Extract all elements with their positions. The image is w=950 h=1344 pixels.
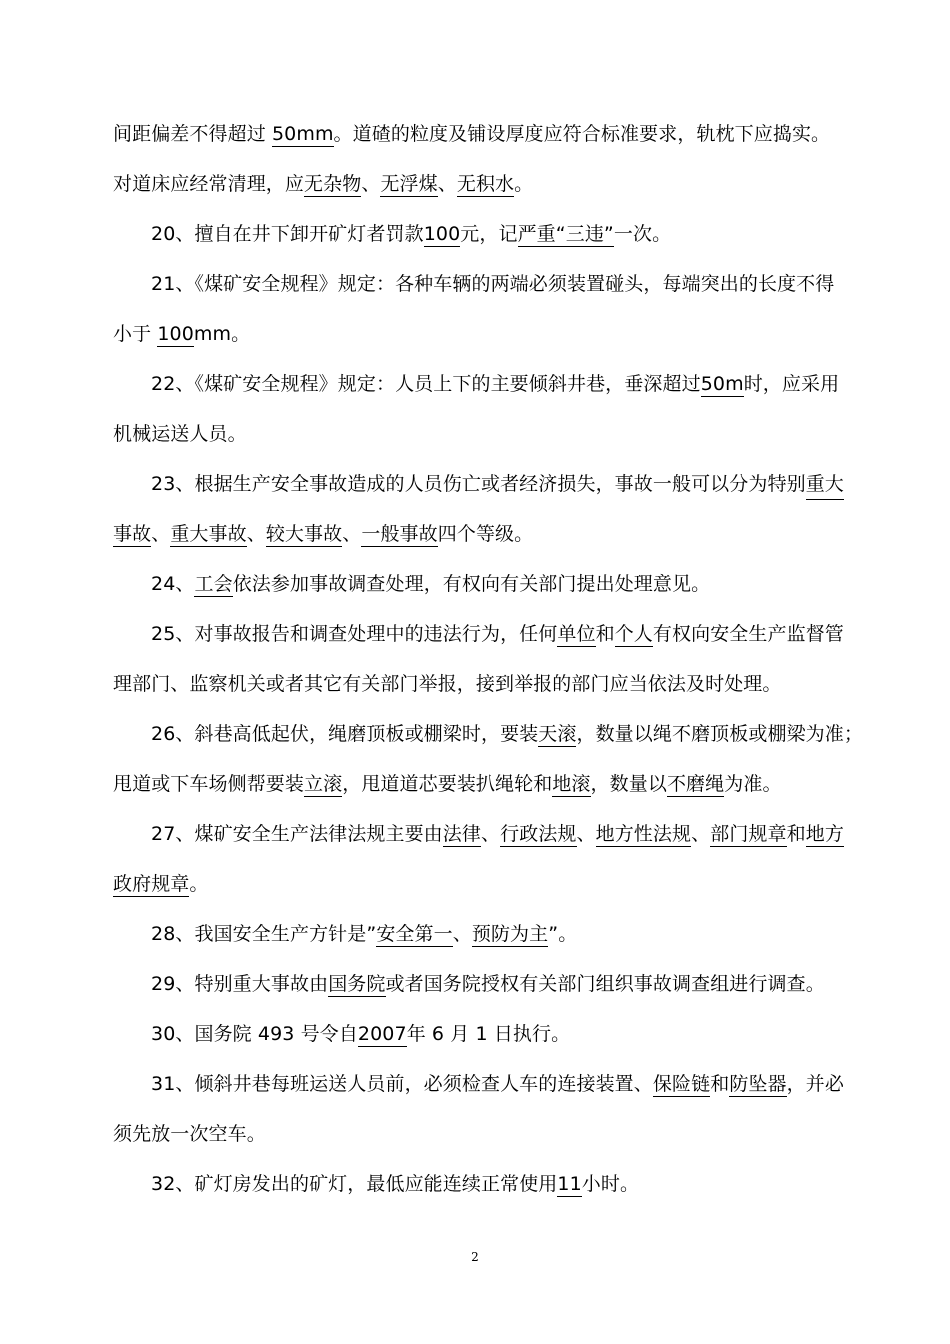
answer-blank: 天滚 xyxy=(538,723,577,745)
question-21: 21、《煤矿安全规程》规定：各种车辆的两端必须装置碰头，每端突出的长度不得 xyxy=(151,273,835,295)
paragraph-line: 对道床应经常清理，应无杂物、无浮煤、无积水。 xyxy=(113,173,534,195)
answer-blank: 无浮煤 xyxy=(380,173,438,195)
answer-blank: 不磨绳 xyxy=(666,773,725,795)
answer-blank: 地方 xyxy=(805,823,844,845)
answer-blank: 事故 xyxy=(113,523,152,545)
answer-blank: 地滚 xyxy=(552,773,591,795)
paragraph-line: 政府规章。 xyxy=(113,873,209,895)
question-27: 27、煤矿安全生产法律法规主要由法律、行政法规、地方性法规、部门规章和地方 xyxy=(151,823,844,845)
question-32: 32、矿灯房发出的矿灯，最低应能连续正常使用11小时。 xyxy=(151,1173,640,1195)
paragraph-line: 须先放一次空车。 xyxy=(113,1123,266,1145)
answer-blank: 保险链 xyxy=(652,1073,711,1095)
answer-blank: 法律 xyxy=(442,823,481,845)
answer-blank: 防坠器 xyxy=(729,1073,787,1095)
paragraph-line: 机械运送人员。 xyxy=(113,423,247,445)
paragraph-line: 小于 100mm。 xyxy=(113,323,251,345)
question-26: 26、斜巷高低起伏，绳磨顶板或棚梁时，要装天滚，数量以绳不磨顶板或棚梁为准； xyxy=(151,723,863,745)
paragraph-line: 理部门、监察机关或者其它有关部门举报，接到举报的部门应当依法及时处理。 xyxy=(113,673,782,695)
answer-blank: 个人 xyxy=(614,623,653,645)
answer-blank: 严重“三违” xyxy=(517,223,614,245)
answer-blank: 一般事故 xyxy=(361,523,438,545)
answer-blank: 100 xyxy=(423,223,461,245)
answer-blank: 较大事故 xyxy=(265,523,343,545)
answer-blank: 部门规章 xyxy=(710,823,787,845)
question-29: 29、特别重大事故由国务院或者国务院授权有关部门组织事故调查组进行调查。 xyxy=(151,973,825,995)
paragraph-line: 甩道或下车场侧帮要装立滚，甩道道芯要装扒绳轮和地滚，数量以不磨绳为准。 xyxy=(113,773,782,795)
answer-blank: 工会 xyxy=(194,573,233,595)
answer-blank: 地方性法规 xyxy=(595,823,692,845)
answer-blank: 无积水 xyxy=(456,173,515,195)
answer-blank: 预防为主 xyxy=(471,923,549,945)
question-31: 31、倾斜井巷每班运送人员前，必须检查人车的连接装置、保险链和防坠器，并必 xyxy=(151,1073,844,1095)
page-number: 2 xyxy=(471,1250,479,1264)
answer-blank: 无杂物 xyxy=(304,173,362,195)
paragraph-line: 事故、重大事故、较大事故、一般事故四个等级。 xyxy=(113,523,534,545)
answer-blank: 100 xyxy=(157,323,194,345)
question-24: 24、工会依法参加事故调查处理，有权向有关部门提出处理意见。 xyxy=(151,573,711,595)
question-20: 20、擅自在井下卸开矿灯者罚款100元，记严重“三违”一次。 xyxy=(151,223,672,245)
answer-blank: 国务院 xyxy=(328,973,386,995)
paragraph-line: 间距偏差不得超过 50mm。道碴的粒度及铺设厚度应符合标准要求，轨枕下应捣实。 xyxy=(113,123,831,145)
question-25: 25、对事故报告和调查处理中的违法行为，任何单位和个人有权向安全生产监督管 xyxy=(151,623,844,645)
answer-blank: 行政法规 xyxy=(500,823,577,845)
answer-blank: 11 xyxy=(557,1173,582,1195)
answer-blank: 2007 xyxy=(357,1023,407,1045)
answer-blank: 重大 xyxy=(806,468,844,500)
answer-blank: 50m xyxy=(700,373,744,395)
question-30: 30、国务院 493 号令自2007年 6 月 1 日执行。 xyxy=(151,1023,571,1045)
question-28: 28、我国安全生产方针是”安全第一、预防为主”。 xyxy=(151,923,578,945)
answer-blank: 立滚 xyxy=(304,773,343,795)
answer-blank: 单位 xyxy=(557,623,596,645)
answer-blank: 安全第一 xyxy=(376,923,453,945)
answer-blank: 50mm xyxy=(271,123,334,145)
answer-blank: 政府规章 xyxy=(113,873,190,895)
question-23: 23、根据生产安全事故造成的人员伤亡或者经济损失，事故一般可以分为特别 重大 xyxy=(151,468,837,500)
question-22: 22、《煤矿安全规程》规定：人员上下的主要倾斜井巷，垂深超过 50m时，应采用 xyxy=(151,373,840,395)
answer-blank: 重大事故 xyxy=(170,523,247,545)
